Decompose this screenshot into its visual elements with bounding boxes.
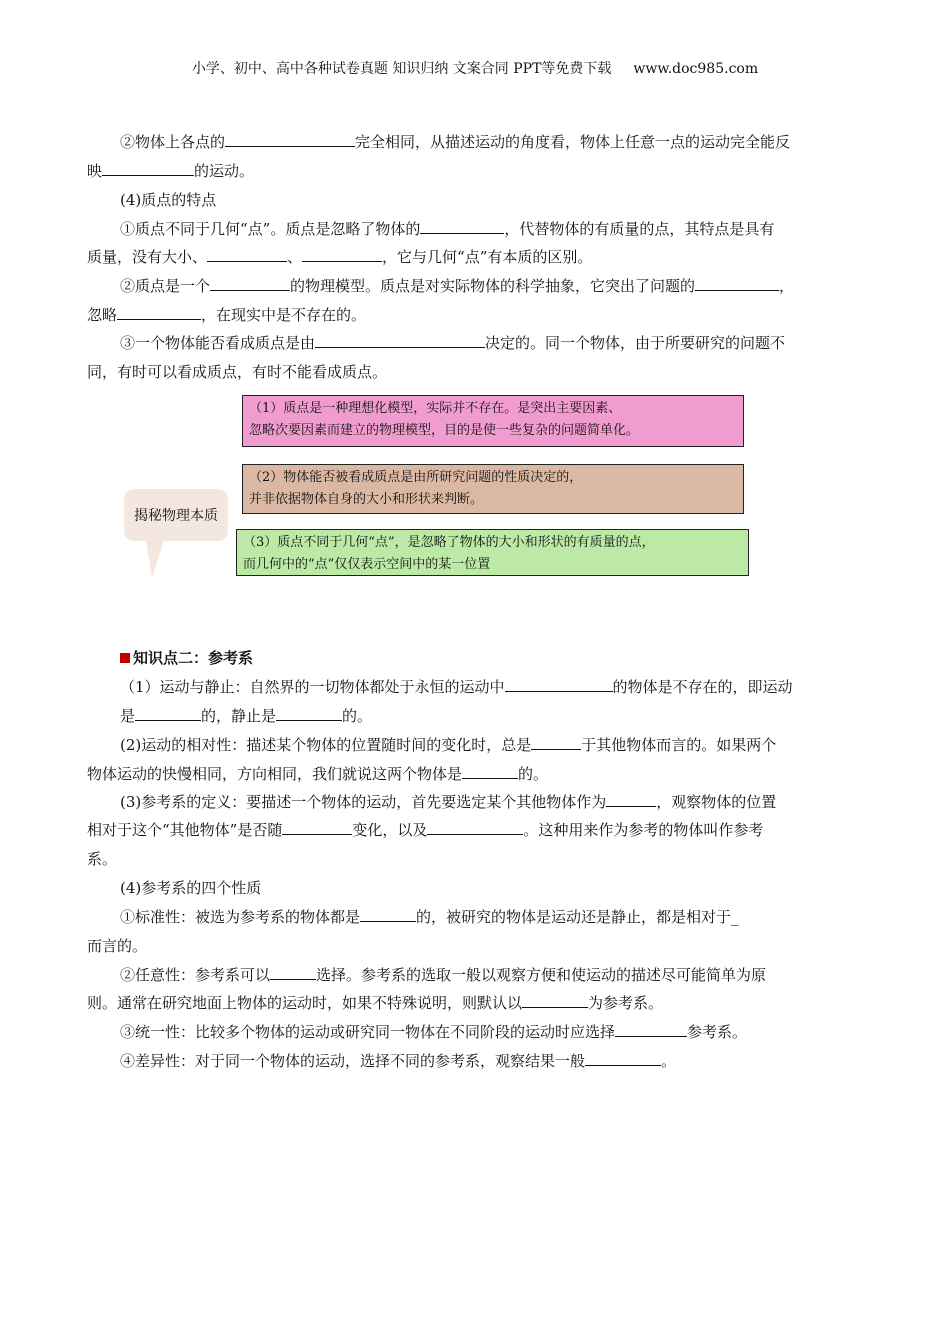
fill-blank[interactable] bbox=[302, 247, 382, 262]
page-header bbox=[0, 58, 950, 78]
callout-box-2: （2）物体能否被看成质点是由所研究问题的性质决定的， 并非依据物体自身的大小和形状来判断。 bbox=[242, 464, 744, 514]
text-line: 物体运动的快慢相同，方向相同，我们就说这两个物体是 的。 bbox=[87, 765, 549, 783]
text-line: 映 的运动。 bbox=[87, 162, 255, 180]
fill-blank[interactable] bbox=[505, 677, 613, 692]
subheading: (4)参考系的四个性质 bbox=[120, 879, 262, 897]
text-line: 是 的，静止是 的。 bbox=[120, 707, 373, 725]
fill-blank[interactable] bbox=[531, 735, 581, 750]
text-line: 相对于这个“其他物体”是否随 变化，以及 。这种用来作为参考的物体叫作参考 bbox=[87, 821, 764, 839]
fill-blank[interactable] bbox=[420, 219, 504, 234]
fill-blank[interactable] bbox=[462, 764, 518, 779]
fill-blank[interactable] bbox=[427, 820, 523, 835]
text-line: ②物体上各点的 完全相同，从描述运动的角度看，物体上任意一点的运动完全能反 bbox=[120, 133, 791, 151]
fill-blank[interactable] bbox=[117, 305, 201, 320]
fill-blank[interactable] bbox=[615, 1022, 687, 1037]
text-line: ①标准性：被选为参考系的物体都是 的，被研究的物体是运动还是静止，都是相对于_ bbox=[120, 908, 739, 926]
fill-blank[interactable] bbox=[282, 820, 352, 835]
text-line: 系。 bbox=[87, 850, 118, 868]
text-line: （1）运动与静止：自然界的一切物体都处于永恒的运动中 的物体是不存在的，即运动 bbox=[120, 678, 793, 696]
text-line: (3)参考系的定义：要描述一个物体的运动，首先要选定某个其他物体作为 ，观察物体的位置 bbox=[120, 793, 777, 811]
fill-blank[interactable] bbox=[695, 276, 779, 291]
fill-blank[interactable] bbox=[522, 993, 588, 1008]
speech-bubble-tail bbox=[146, 540, 164, 578]
text-line: 质量，没有大小、 、 ，它与几何“点”有本质的区别。 bbox=[87, 248, 593, 266]
fill-blank[interactable] bbox=[225, 132, 355, 147]
header-text: 小学、初中、高中各种试卷真题 知识归纳 文案合同 PPT等免费下载 bbox=[191, 61, 612, 77]
speech-bubble: 揭秘物理本质 bbox=[124, 489, 228, 541]
red-square-icon bbox=[120, 653, 130, 663]
fill-blank[interactable] bbox=[207, 247, 287, 262]
fill-blank[interactable] bbox=[585, 1051, 661, 1066]
text-line: 同，有时可以看成质点，有时不能看成质点。 bbox=[87, 363, 388, 381]
section-heading: 知识点二：参考系 bbox=[120, 648, 253, 668]
fill-blank[interactable] bbox=[210, 276, 290, 291]
callout-box-1: （1）质点是一种理想化模型，实际并不存在。是突出主要因素、 忽略次要因素而建立的物理模型，目的是使一些复杂的问题简单化。 bbox=[242, 395, 744, 447]
header-url[interactable]: www.doc985.com bbox=[633, 61, 759, 77]
text-line: ③一个物体能否看成质点是由 决定的。同一个物体，由于所要研究的问题不 bbox=[120, 334, 786, 352]
text-line: 则。通常在研究地面上物体的运动时，如果不特殊说明，则默认以 为参考系。 bbox=[87, 994, 664, 1012]
text-line: (2)运动的相对性：描述某个物体的位置随时间的变化时，总是 于其他物体而言的。如果两个 bbox=[120, 736, 777, 754]
fill-blank[interactable] bbox=[315, 333, 485, 348]
text-line: ②质点是一个 的物理模型。质点是对实际物体的科学抽象，它突出了问题的 ， bbox=[120, 277, 795, 295]
fill-blank[interactable] bbox=[270, 965, 316, 980]
subheading: (4)质点的特点 bbox=[120, 191, 217, 209]
fill-blank[interactable] bbox=[135, 706, 201, 721]
fill-blank[interactable] bbox=[102, 161, 194, 176]
fill-blank[interactable] bbox=[276, 706, 342, 721]
callout-box-3: （3）质点不同于几何“点”，是忽略了物体的大小和形状的有质量的点， 而几何中的“点”仅仅表示空间中的某一位置 bbox=[236, 529, 749, 576]
fill-blank[interactable] bbox=[606, 792, 656, 807]
text-line: 而言的。 bbox=[87, 937, 148, 955]
text-line: ④差异性：对于同一个物体的运动，选择不同的参考系，观察结果一般 。 bbox=[120, 1052, 677, 1070]
fill-blank[interactable] bbox=[360, 907, 416, 922]
text-line: ②任意性：参考系可以 选择。参考系的选取一般以观察方便和使运动的描述尽可能简单为原 bbox=[120, 966, 767, 984]
text-line: ①质点不同于几何“点”。质点是忽略了物体的 ，代替物体的有质量的点，其特点是具有 bbox=[120, 220, 775, 238]
text-line: ③统一性：比较多个物体的运动或研究同一物体在不同阶段的运动时应选择 参考系。 bbox=[120, 1023, 748, 1041]
text-line: 忽略 ，在现实中是不存在的。 bbox=[87, 306, 367, 324]
